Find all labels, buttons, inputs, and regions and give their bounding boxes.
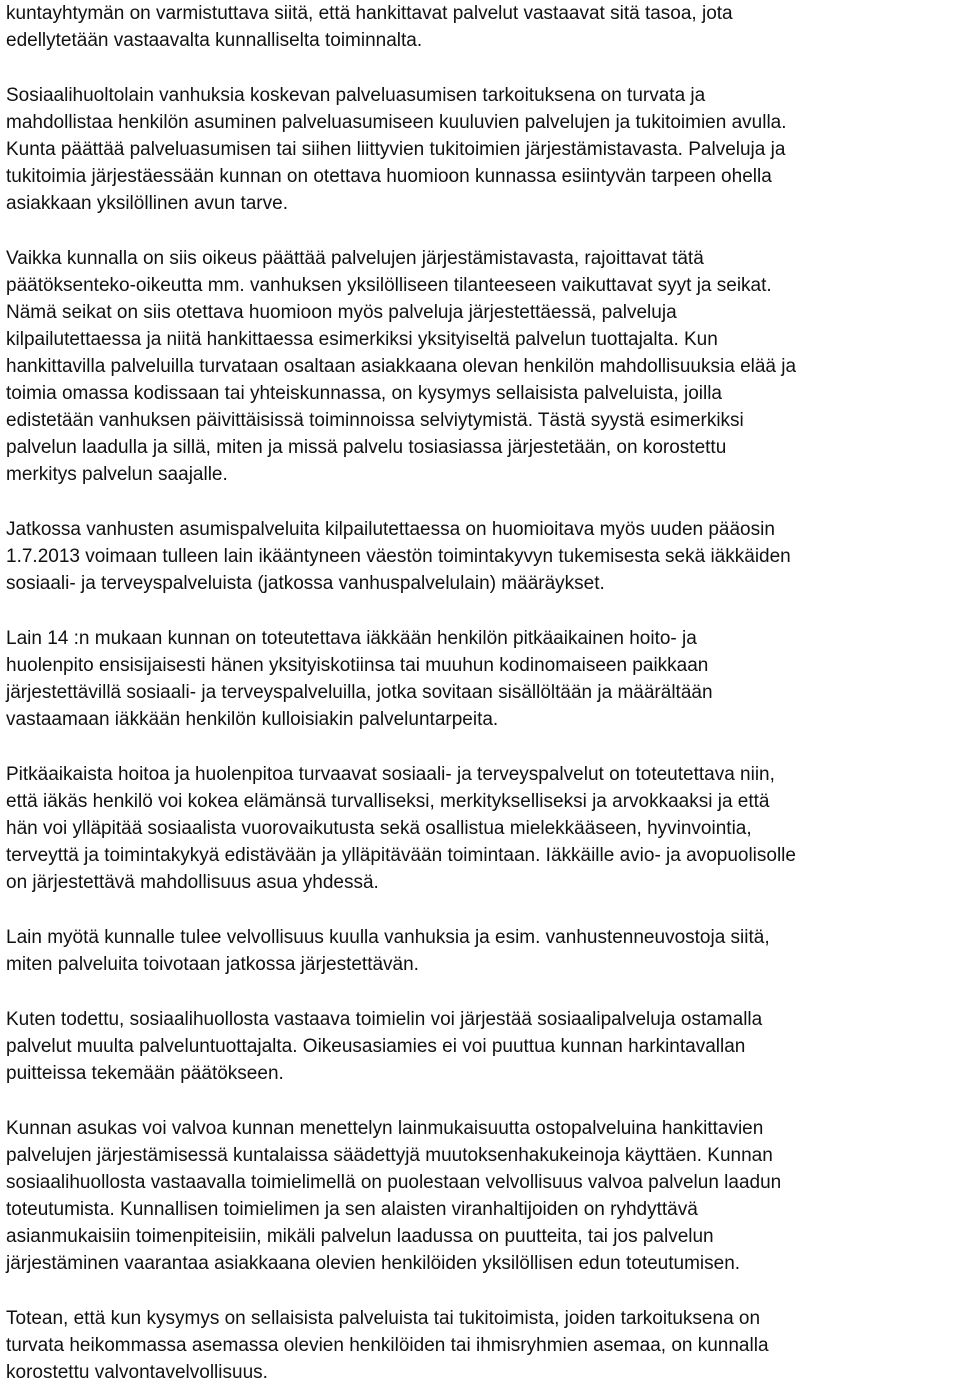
text-line: 1.7.2013 voimaan tulleen lain ikääntyneen väestön toimintakyvyn tukemisesta sekä iäkkäiden bbox=[6, 546, 791, 567]
text-line: turvata heikommassa asemassa olevien henkilöiden tai ihmisryhmien asemaa, on kunnalla bbox=[6, 1335, 769, 1356]
text-line: korostettu valvontavelvollisuus. bbox=[6, 1362, 268, 1383]
text-line: vastaamaan iäkkään henkilön kulloisiakin palveluntarpeita. bbox=[6, 709, 499, 730]
text-line: Lain 14 :n mukaan kunnan on toteutettava iäkkään henkilön pitkäaikainen hoito- ja bbox=[6, 628, 697, 649]
paragraph-9 bbox=[6, 1115, 956, 1277]
text-line: edistetään vanhuksen päivittäisissä toiminnoissa selviytymistä. Tästä syystä esimerkiksi bbox=[6, 410, 744, 431]
text-line: hankittavilla palveluilla turvataan osaltaan asiakkaana olevan henkilön mahdollisuuksia elää ja bbox=[6, 356, 797, 377]
text-line: Kunta päättää palveluasumisen tai siihen liittyvien tukitoimien järjestämistavasta. Palveluja ja bbox=[6, 139, 786, 160]
text-line: kilpailutettaessa ja niitä hankittaessa esimerkiksi yksityiseltä palvelun tuottajalta. Kun bbox=[6, 329, 718, 350]
text-line: hän voi ylläpitää sosiaalista vuorovaikutusta sekä osallistua mielekkääseen, hyvinvointia, bbox=[6, 818, 752, 839]
text-line: tukitoimia järjestäessään kunnan on otettava huomioon kunnassa esiintyvän tarpeen ohella bbox=[6, 166, 772, 187]
text-line: asiakkaan yksilöllinen avun tarve. bbox=[6, 193, 288, 214]
text-line: puitteissa tekemään päätökseen. bbox=[6, 1063, 284, 1084]
text-line: sosiaali- ja terveyspalveluista (jatkossa vanhuspalvelulain) määräykset. bbox=[6, 573, 605, 594]
text-line: asianmukaisiin toimenpiteisiin, mikäli palvelun laadussa on puutteita, tai jos palvelun bbox=[6, 1226, 714, 1247]
text-line: Nämä seikat on siis otettava huomioon myös palveluja järjestettäessä, palveluja bbox=[6, 302, 677, 323]
text-line: järjestäminen vaarantaa asiakkaana olevien henkilöiden yksilöllisen edun toteutumisen. bbox=[6, 1253, 741, 1274]
text-line: on järjestettävä mahdollisuus asua yhdessä. bbox=[6, 872, 379, 893]
paragraph-1 bbox=[6, 0, 956, 54]
text-line: toimia omassa kodissaan tai yhteiskunnassa, on kysymys sellaisista palveluista, joilla bbox=[6, 383, 722, 404]
text-line: merkitys palvelun saajalle. bbox=[6, 464, 228, 485]
paragraph-6 bbox=[6, 761, 956, 896]
text-line: Kunnan asukas voi valvoa kunnan menettelyn lainmukaisuutta ostopalveluina hankittavien bbox=[6, 1118, 764, 1139]
paragraph-3 bbox=[6, 245, 956, 488]
text-line: että iäkäs henkilö voi kokea elämänsä turvalliseksi, merkitykselliseksi ja arvokkaaksi ja että bbox=[6, 791, 770, 812]
text-line: Vaikka kunnalla on siis oikeus päättää palvelujen järjestämistavasta, rajoittavat tätä bbox=[6, 248, 704, 269]
paragraph-7 bbox=[6, 924, 956, 978]
text-line: päätöksenteko-oikeutta mm. vanhuksen yksilölliseen tilanteeseen vaikuttavat syyt ja seikat. bbox=[6, 275, 772, 296]
paragraph-2 bbox=[6, 82, 956, 217]
paragraph-5 bbox=[6, 625, 956, 733]
text-line: Pitkäaikaista hoitoa ja huolenpitoa turvaavat sosiaali- ja terveyspalvelut on toteutettava niin, bbox=[6, 764, 775, 785]
text-line: Sosiaalihuoltolain vanhuksia koskevan palveluasumisen tarkoituksena on turvata ja bbox=[6, 85, 706, 106]
text-line: mahdollistaa henkilön asuminen palveluasumiseen kuuluvien palvelujen ja tukitoimien avulla. bbox=[6, 112, 787, 133]
text-line: edellytetään vastaavalta kunnalliselta toiminnalta. bbox=[6, 30, 423, 51]
paragraph-10 bbox=[6, 1305, 956, 1386]
document-page bbox=[6, 0, 956, 1386]
paragraph-4 bbox=[6, 516, 956, 597]
text-line: kuntayhtymän on varmistuttava siitä, että hankittavat palvelut vastaavat sitä tasoa, jota bbox=[6, 3, 733, 24]
text-line: miten palveluita toivotaan jatkossa järjestettävän. bbox=[6, 954, 419, 975]
text-line: Lain myötä kunnalle tulee velvollisuus kuulla vanhuksia ja esim. vanhustenneuvostoja siitä, bbox=[6, 927, 770, 948]
text-line: Totean, että kun kysymys on sellaisista palveluista tai tukitoimista, joiden tarkoituksena on bbox=[6, 1308, 761, 1329]
text-line: Jatkossa vanhusten asumispalveluita kilpailutettaessa on huomioitava myös uuden pääosin bbox=[6, 519, 775, 540]
text-line: toteutumista. Kunnallisen toimielimen ja sen alaisten viranhaltijoiden on ryhdyttävä bbox=[6, 1199, 698, 1220]
text-line: terveyttä ja toimintakykyä edistävään ja ylläpitävään toimintaan. Iäkkäille avio- ja avopuolisolle bbox=[6, 845, 796, 866]
text-line: palvelut muulta palveluntuottajalta. Oikeusasiamies ei voi puuttua kunnan harkintavallan bbox=[6, 1036, 746, 1057]
text-line: järjestettävillä sosiaali- ja terveyspalveluilla, jotka sovitaan sisällöltään ja määrältään bbox=[6, 682, 713, 703]
text-line: palvelun laadulla ja sillä, miten ja missä palvelu tosiasiassa järjestetään, on korostettu bbox=[6, 437, 727, 458]
text-line: huolenpito ensisijaisesti hänen yksityiskotiinsa tai muuhun kodinomaiseen paikkaan bbox=[6, 655, 709, 676]
text-line: Kuten todettu, sosiaalihuollosta vastaava toimielin voi järjestää sosiaalipalveluja ostamalla bbox=[6, 1009, 763, 1030]
text-line: sosiaalihuollosta vastaavalla toimielimellä on puolestaan velvollisuus valvoa palvelun laadun bbox=[6, 1172, 782, 1193]
paragraph-8 bbox=[6, 1006, 956, 1087]
text-line: palvelujen järjestämisessä kuntalaissa säädettyjä muutoksenhakukeinoja käyttäen. Kunnan bbox=[6, 1145, 773, 1166]
